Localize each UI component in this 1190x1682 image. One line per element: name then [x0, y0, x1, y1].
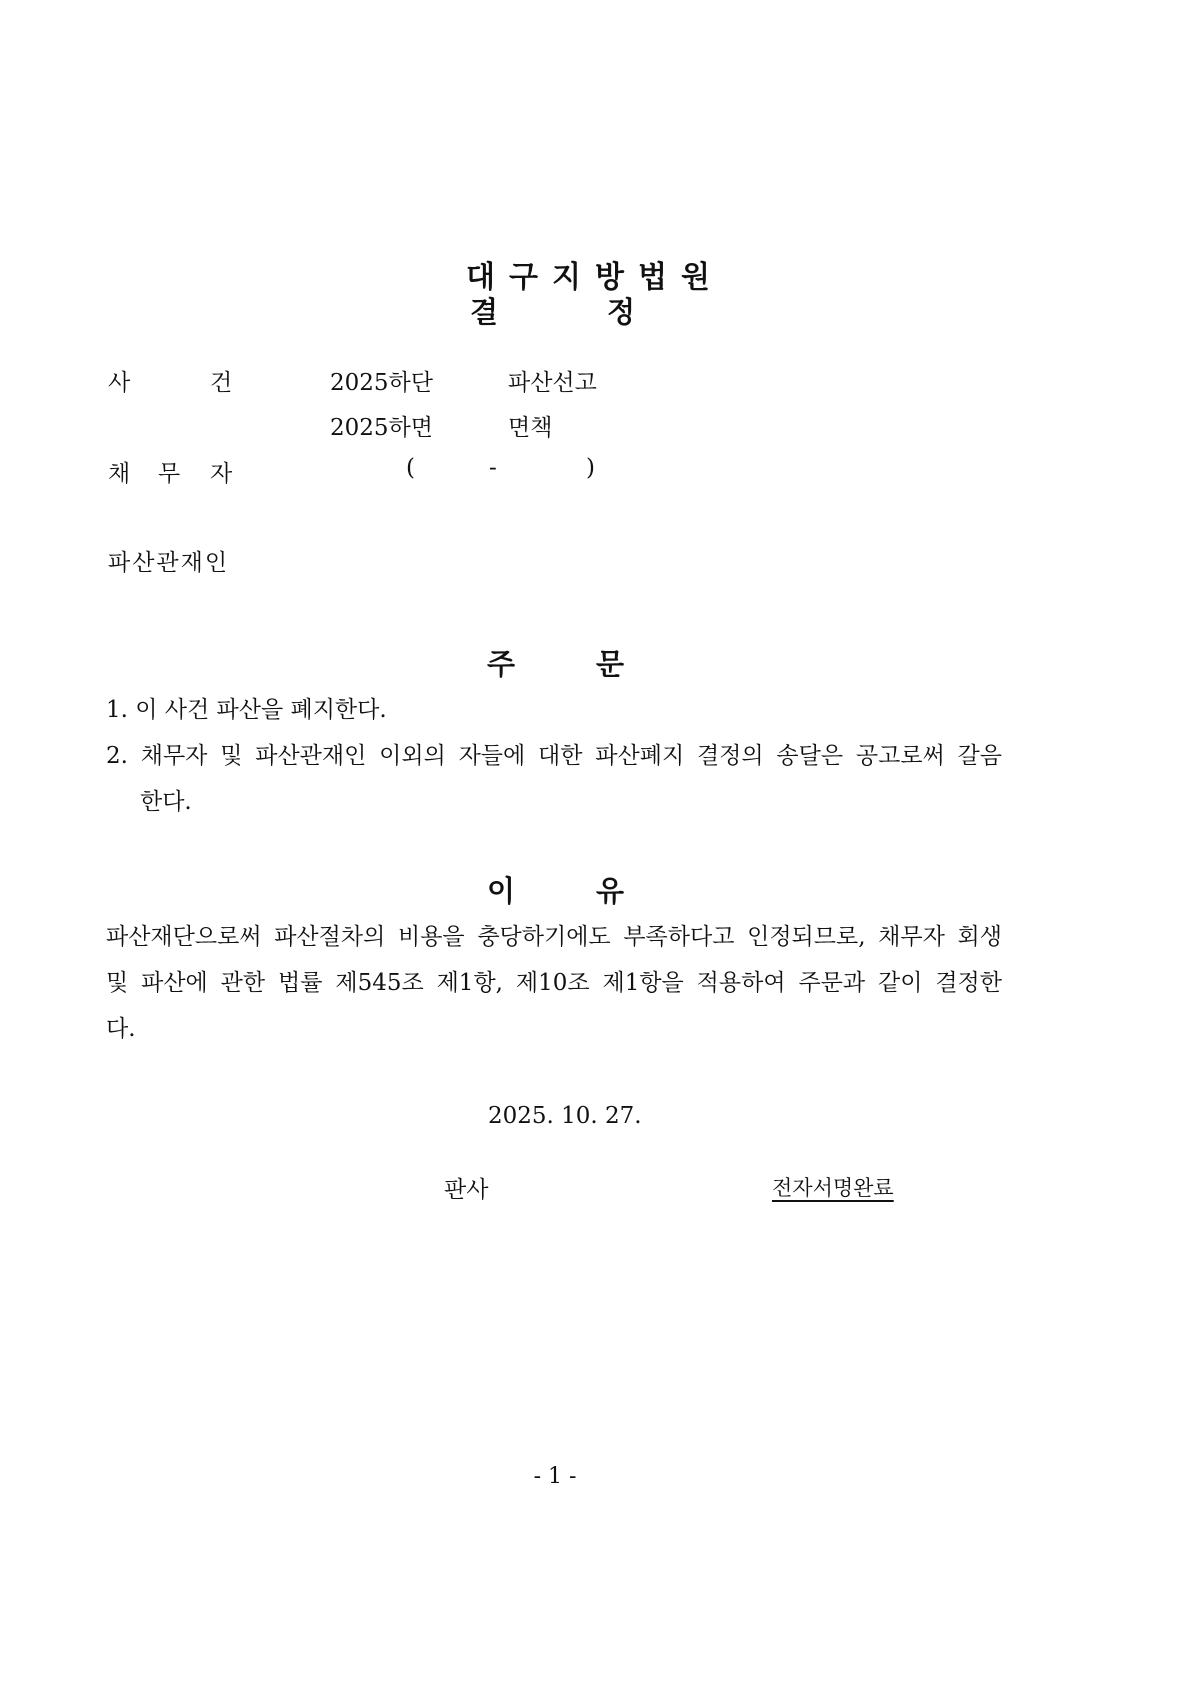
case-name-1: 파산선고 [508, 370, 597, 396]
doc-type-right: 정 [607, 295, 636, 329]
debtor-open-paren: ( [406, 455, 415, 481]
reason-heading-left: 이 [487, 874, 516, 908]
decision-date: 2025. 10. 27. [488, 1103, 642, 1129]
case-label-2: 건 [210, 370, 233, 396]
reason-line-1: 파산재단으로써 파산절차의 비용을 충당하기에도 부족하다고 인정되므로, 채무자 회생 [106, 924, 1002, 950]
order-item-2-line-1: 2. 채무자 및 파산관재인 이외의 자들에 대한 파산폐지 결정의 송달은 공고로써 갈음 [106, 743, 1002, 769]
doc-type-left: 결 [470, 295, 499, 329]
debtor-label-1: 채 [108, 461, 131, 487]
order-item-2-line-2: 한다. [140, 789, 192, 815]
reason-line-2: 및 파산에 관한 법률 제545조 제1항, 제10조 제1항을 적용하여 주문과 같이 결정한 [106, 970, 1002, 996]
order-heading-left: 주 [487, 647, 516, 681]
debtor-close-paren: ) [586, 455, 595, 481]
reason-line-3: 다. [106, 1016, 136, 1042]
electronic-signature: 전자서명완료 [772, 1176, 894, 1200]
page-number: - 1 - [533, 1464, 577, 1489]
debtor-label-2: 무 [158, 461, 181, 487]
case-name-2: 면책 [508, 415, 553, 441]
debtor-label-3: 자 [210, 461, 233, 487]
trustee-label: 파산관재인 [108, 550, 230, 576]
case-number-1: 2025하단 [330, 370, 433, 396]
order-item-1: 1. 이 사건 파산을 폐지한다. [106, 697, 387, 723]
court-name: 대구지방법원 [466, 260, 724, 295]
case-label-1: 사 [108, 370, 131, 396]
debtor-dash: - [489, 455, 497, 481]
judge-label: 판사 [444, 1177, 489, 1203]
case-number-2: 2025하면 [330, 415, 433, 441]
order-heading-right: 문 [596, 647, 625, 681]
reason-heading-right: 유 [596, 874, 625, 908]
